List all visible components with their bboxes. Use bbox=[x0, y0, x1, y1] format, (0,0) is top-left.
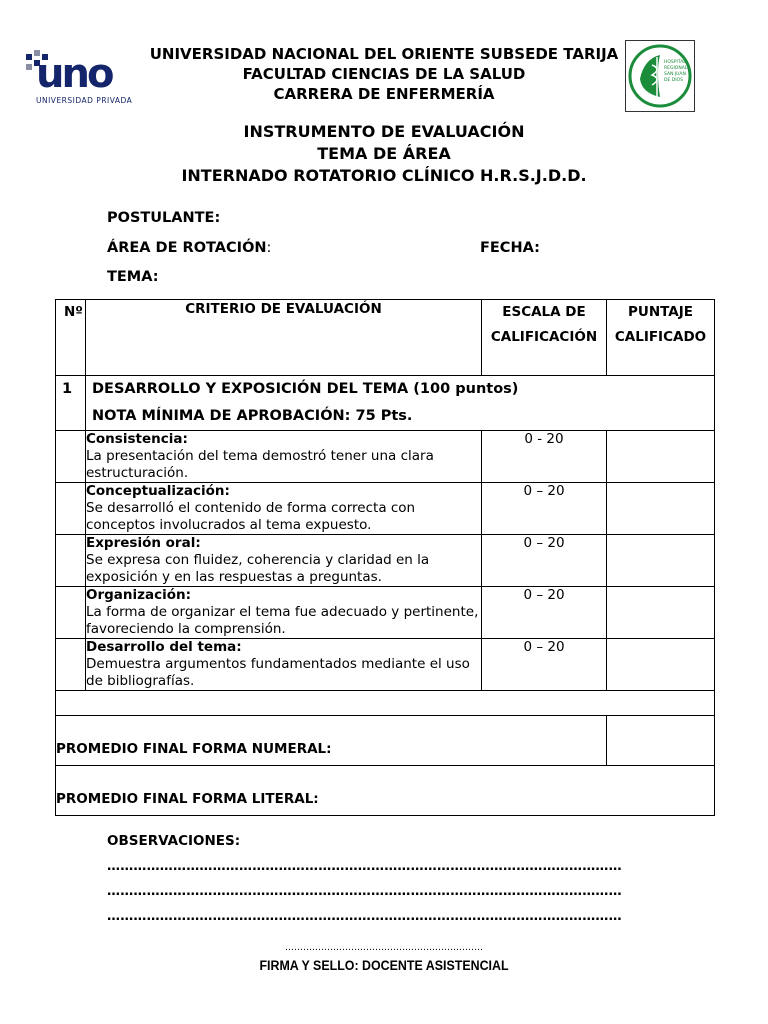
hospital-seal-icon bbox=[626, 41, 694, 111]
observaciones-line[interactable]: ……………………………………………………………………………………………………… bbox=[107, 859, 622, 874]
criterion-scale: 0 – 20 bbox=[482, 483, 607, 535]
criterion-cell bbox=[86, 535, 482, 587]
criterion-name: Organización: bbox=[86, 587, 192, 603]
criterion-description: La forma de organizar el tema fue adecuado y pertinente, favoreciendo la comprensión. bbox=[86, 604, 479, 637]
university-logo bbox=[26, 50, 148, 110]
observaciones-line[interactable]: ……………………………………………………………………………………………………… bbox=[107, 884, 622, 899]
header-escala: ESCALA DE CALIFICACIÓN bbox=[482, 300, 607, 376]
observaciones-label: OBSERVACIONES: bbox=[107, 833, 241, 849]
institution-line-1: UNIVERSIDAD NACIONAL DEL ORIENTE SUBSEDE TARIJA bbox=[149, 45, 619, 63]
document-subtitle: TEMA DE ÁREA bbox=[317, 144, 451, 163]
promedio-literal-label: PROMEDIO FINAL FORMA LITERAL: bbox=[56, 766, 715, 816]
postulante-label: POSTULANTE: bbox=[107, 210, 221, 226]
tema-label: TEMA: bbox=[107, 269, 159, 285]
promedio-numeral-label: PROMEDIO FINAL FORMA NUMERAL: bbox=[56, 716, 607, 766]
logo-subtitle: UNIVERSIDAD PRIVADA bbox=[36, 96, 133, 105]
promedio-numeral-row bbox=[56, 716, 715, 766]
table-row bbox=[56, 483, 715, 535]
table-row bbox=[56, 431, 715, 483]
svg-text:HOSPITAL: HOSPITAL bbox=[664, 60, 686, 65]
logo-square bbox=[26, 64, 32, 70]
score-cell[interactable] bbox=[607, 535, 715, 587]
criterion-cell bbox=[86, 483, 482, 535]
section-number: 1 bbox=[56, 376, 86, 431]
score-cell[interactable] bbox=[607, 639, 715, 691]
criterion-scale: 0 – 20 bbox=[482, 535, 607, 587]
firma-label: FIRMA Y SELLO: DOCENTE ASISTENCIAL bbox=[259, 958, 509, 973]
criterion-description: La presentación del tema demostró tener una clara estructuración. bbox=[86, 448, 434, 481]
row-num-cell bbox=[56, 639, 86, 691]
spacer-row bbox=[56, 691, 715, 716]
section-minimum: NOTA MÍNIMA DE APROBACIÓN: 75 Pts. bbox=[92, 408, 413, 424]
logo-wordmark: uno bbox=[36, 51, 112, 97]
criterion-description: Se expresa con fluidez, coherencia y claridad en la exposición y en las respuestas a preguntas. bbox=[86, 552, 430, 585]
svg-text:DE DIOS: DE DIOS bbox=[664, 78, 683, 83]
score-cell[interactable] bbox=[607, 483, 715, 535]
row-num-cell bbox=[56, 587, 86, 639]
criterion-scale: 0 – 20 bbox=[482, 587, 607, 639]
svg-text:REGIONAL: REGIONAL bbox=[664, 66, 688, 71]
row-num-cell bbox=[56, 431, 86, 483]
svg-text:SAN JUAN: SAN JUAN bbox=[664, 72, 686, 77]
table-row bbox=[56, 587, 715, 639]
promedio-literal-row bbox=[56, 766, 715, 816]
criterion-name: Desarrollo del tema: bbox=[86, 639, 242, 655]
area-rotacion-label bbox=[107, 240, 271, 256]
document-title: INSTRUMENTO DE EVALUACIÓN bbox=[243, 122, 525, 141]
criterion-cell bbox=[86, 639, 482, 691]
header-num: Nº bbox=[56, 300, 86, 376]
institution-line-3: CARRERA DE ENFERMERÍA bbox=[273, 85, 495, 103]
criterion-name: Consistencia: bbox=[86, 431, 188, 447]
section-title-cell bbox=[86, 376, 715, 431]
section-row bbox=[56, 376, 715, 431]
criterion-description: Demuestra argumentos fundamentados mediante el uso de bibliografías. bbox=[86, 656, 470, 689]
fecha-label: FECHA: bbox=[480, 240, 540, 256]
table-row bbox=[56, 535, 715, 587]
criterion-scale: 0 - 20 bbox=[482, 431, 607, 483]
logo-square bbox=[26, 54, 32, 60]
criterion-name: Expresión oral: bbox=[86, 535, 201, 551]
table-row bbox=[56, 639, 715, 691]
criterion-scale: 0 – 20 bbox=[482, 639, 607, 691]
institution-line-2: FACULTAD CIENCIAS DE LA SALUD bbox=[242, 65, 526, 83]
score-cell[interactable] bbox=[607, 431, 715, 483]
spacer-cell bbox=[56, 691, 715, 716]
criterion-name: Conceptualización: bbox=[86, 483, 230, 499]
section-title: DESARROLLO Y EXPOSICIÓN DEL TEMA (100 puntos) bbox=[92, 381, 519, 397]
hospital-logo bbox=[625, 40, 695, 112]
row-num-cell bbox=[56, 535, 86, 587]
firma-line: ………………………………………………………… bbox=[285, 943, 483, 953]
observaciones-line[interactable]: ……………………………………………………………………………………………………… bbox=[107, 909, 622, 924]
area-rotacion-colon: : bbox=[266, 240, 272, 256]
header-puntaje: PUNTAJE CALIFICADO bbox=[607, 300, 715, 376]
criterion-cell bbox=[86, 587, 482, 639]
document-program: INTERNADO ROTATORIO CLÍNICO H.R.S.J.D.D. bbox=[181, 166, 587, 185]
header-criterio: CRITERIO DE EVALUACIÓN bbox=[86, 300, 482, 376]
evaluation-table bbox=[55, 299, 715, 816]
criterion-cell bbox=[86, 431, 482, 483]
table-header-row bbox=[56, 300, 715, 376]
criterion-description: Se desarrolló el contenido de forma correcta con conceptos involucrados al tema expuesto. bbox=[86, 500, 416, 533]
area-rotacion-text: ÁREA DE ROTACIÓN bbox=[107, 240, 267, 256]
row-num-cell bbox=[56, 483, 86, 535]
score-cell[interactable] bbox=[607, 587, 715, 639]
promedio-numeral-value[interactable] bbox=[607, 716, 715, 766]
